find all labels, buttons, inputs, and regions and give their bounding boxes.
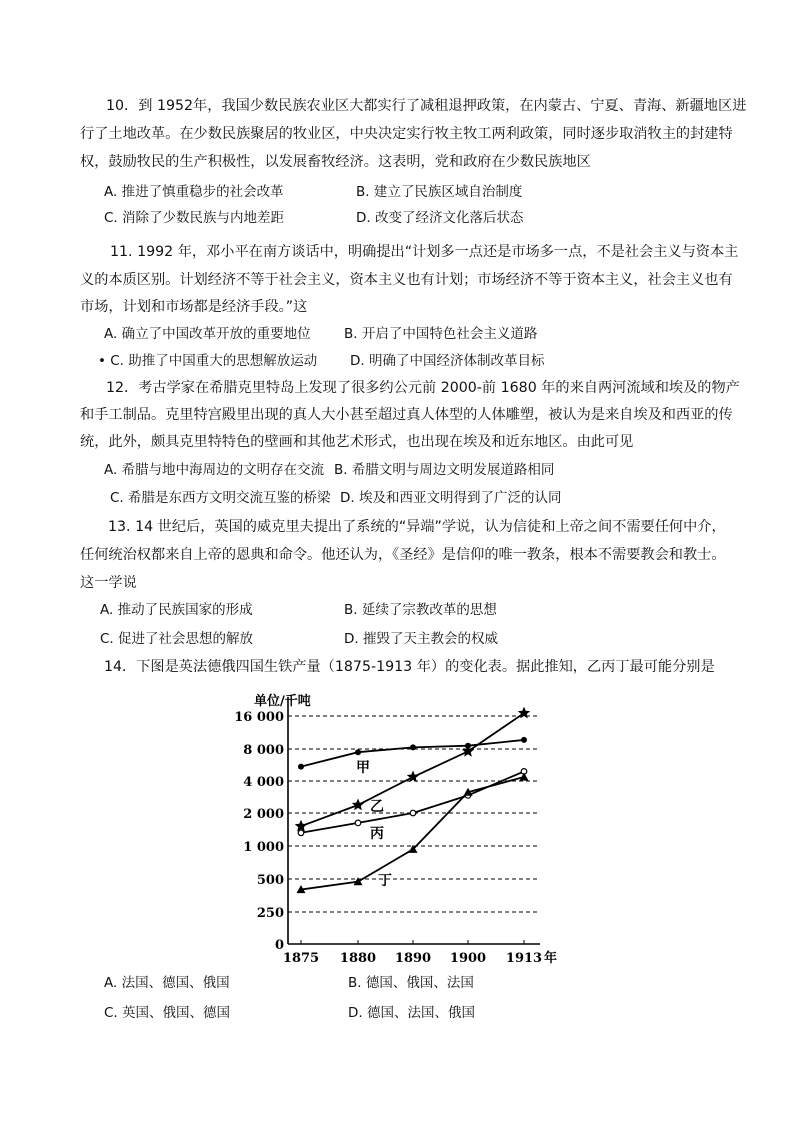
option-a[interactable]: A. 希腊与地中海周边的文明存在交流 <box>104 462 325 478</box>
option-d[interactable]: D. 明确了中国经济体制改革目标 <box>350 353 545 369</box>
option-b[interactable]: B. 延续了宗教改革的思想 <box>344 602 497 618</box>
option-d[interactable]: D. 埃及和西亚文明得到了广泛的认同 <box>340 490 562 506</box>
marker-dot <box>410 744 416 750</box>
option-a[interactable]: A. 推进了慎重稳步的社会改革 <box>104 184 284 200</box>
series-label: 丁 <box>378 873 392 889</box>
marker-star <box>352 799 364 811</box>
option-a[interactable]: A. 推动了民族国家的形成 <box>100 602 253 618</box>
x-tick-label: 1900 <box>449 951 487 966</box>
option-c[interactable]: C. 消除了少数民族与内地差距 <box>104 210 285 226</box>
option-c[interactable]: C. 英国、俄国、德国 <box>104 1005 231 1021</box>
question-text: 这一学说 <box>80 575 137 591</box>
series-line-甲 <box>301 740 524 767</box>
y-tick-label: 2 000 <box>243 807 284 822</box>
option-a[interactable]: A. 确立了中国改革开放的重要地位 <box>104 326 311 342</box>
option-c[interactable]: • C. 助推了中国重大的思想解放运动 <box>98 353 318 369</box>
option-b[interactable]: B. 德国、俄国、法国 <box>348 975 474 991</box>
y-tick-label: 500 <box>256 873 284 888</box>
x-tick-label: 1880 <box>339 951 377 966</box>
marker-dot <box>521 737 527 743</box>
option-b[interactable]: B. 开启了中国特色社会主义道路 <box>344 326 538 342</box>
y-tick-label: 0 <box>274 938 284 953</box>
option-d[interactable]: D. 德国、法国、俄国 <box>348 1005 475 1021</box>
question-text: 12．考古学家在希腊克里特岛上发现了很多约公元前 2000-前 1680 年的来自两河流域和埃及的物产 <box>106 380 740 396</box>
option-d[interactable]: D. 改变了经济文化落后状态 <box>356 210 524 226</box>
option-c[interactable]: C. 促进了社会思想的解放 <box>100 631 254 647</box>
series-label: 甲 <box>356 760 370 776</box>
question-text: 和手工制品。克里特宫殿里出现的真人大小甚至超过真人体型的人体雕塑，被认为是来自埃及和西亚的传 <box>80 407 733 423</box>
marker-circle <box>410 810 416 816</box>
y-tick-label: 250 <box>256 906 284 921</box>
series-label: 丙 <box>370 826 384 842</box>
series-line-丁 <box>301 777 524 890</box>
marker-circle <box>298 830 304 836</box>
y-tick-label: 8 000 <box>243 743 284 758</box>
question-text: 11. 1992 年，邓小平在南方谈话中，明确提出“计划多一点还是市场多一点，不是社会主义与资本主 <box>110 244 739 260</box>
option-d[interactable]: D. 摧毁了天主教会的权威 <box>344 631 498 647</box>
marker-dot <box>355 749 361 755</box>
option-b[interactable]: B. 建立了民族区域自治制度 <box>356 184 523 200</box>
question-text: 10．到 1952年，我国少数民族农业区大都实行了减租退押政策，在内蒙古、宁夏、青海、新疆地区进 <box>106 98 747 114</box>
question-text: 行了土地改革。在少数民族聚居的牧业区，中央决定实行牧主牧工两利政策，同时逐步取消牧主的封建特 <box>80 126 733 142</box>
question-text: 市场，计划和市场都是经济手段。”这 <box>80 299 308 315</box>
y-tick-label: 16 000 <box>234 710 284 725</box>
series-line-丙 <box>301 771 524 832</box>
x-tick-label: 1913 <box>505 951 543 966</box>
x-tick-label: 1890 <box>394 951 432 966</box>
series-label: 乙 <box>370 799 384 815</box>
marker-circle <box>355 820 361 826</box>
y-axis-title: 单位/千吨 <box>254 694 311 709</box>
question-text: 任何统治权都来自上帝的恩典和命令。他还认为，《圣经》是信仰的唯一教条，根本不需要教会和教士。 <box>80 547 726 563</box>
x-axis-unit: 年 <box>544 951 558 966</box>
x-tick-label: 1875 <box>282 951 320 966</box>
y-tick-label: 1 000 <box>243 840 284 855</box>
question-text: 权，鼓励牧民的生产积极性，以发展畜牧经济。这表明，党和政府在少数民族地区 <box>80 154 591 170</box>
marker-dot <box>298 764 304 770</box>
question-text: 13. 14 世纪后，英国的威克里夫提出了系统的“异端”学说，认为信徒和上帝之间不需要任何中介， <box>108 519 726 535</box>
series-line-乙 <box>301 713 524 826</box>
option-b[interactable]: B. 希腊文明与周边文明发展道路相同 <box>334 462 555 478</box>
question-text: 统，此外，颇具克里特特色的壁画和其他艺术形式，也出现在埃及和近东地区。由此可见 <box>80 434 634 450</box>
option-a[interactable]: A. 法国、德国、俄国 <box>104 975 230 991</box>
question-text: 14．下图是英法德俄四国生铁产量（1875-1913 年）的变化表。据此推知，乙丙丁最可能分别是 <box>104 659 715 675</box>
y-tick-label: 4 000 <box>243 775 284 790</box>
question-text: 义的本质区别。计划经济不等于社会主义，资本主义也有计划；市场经济不等于资本主义，社会主义也有 <box>80 272 733 288</box>
option-c[interactable]: C. 希腊是东西方文明交流互鉴的桥梁 <box>110 490 331 506</box>
